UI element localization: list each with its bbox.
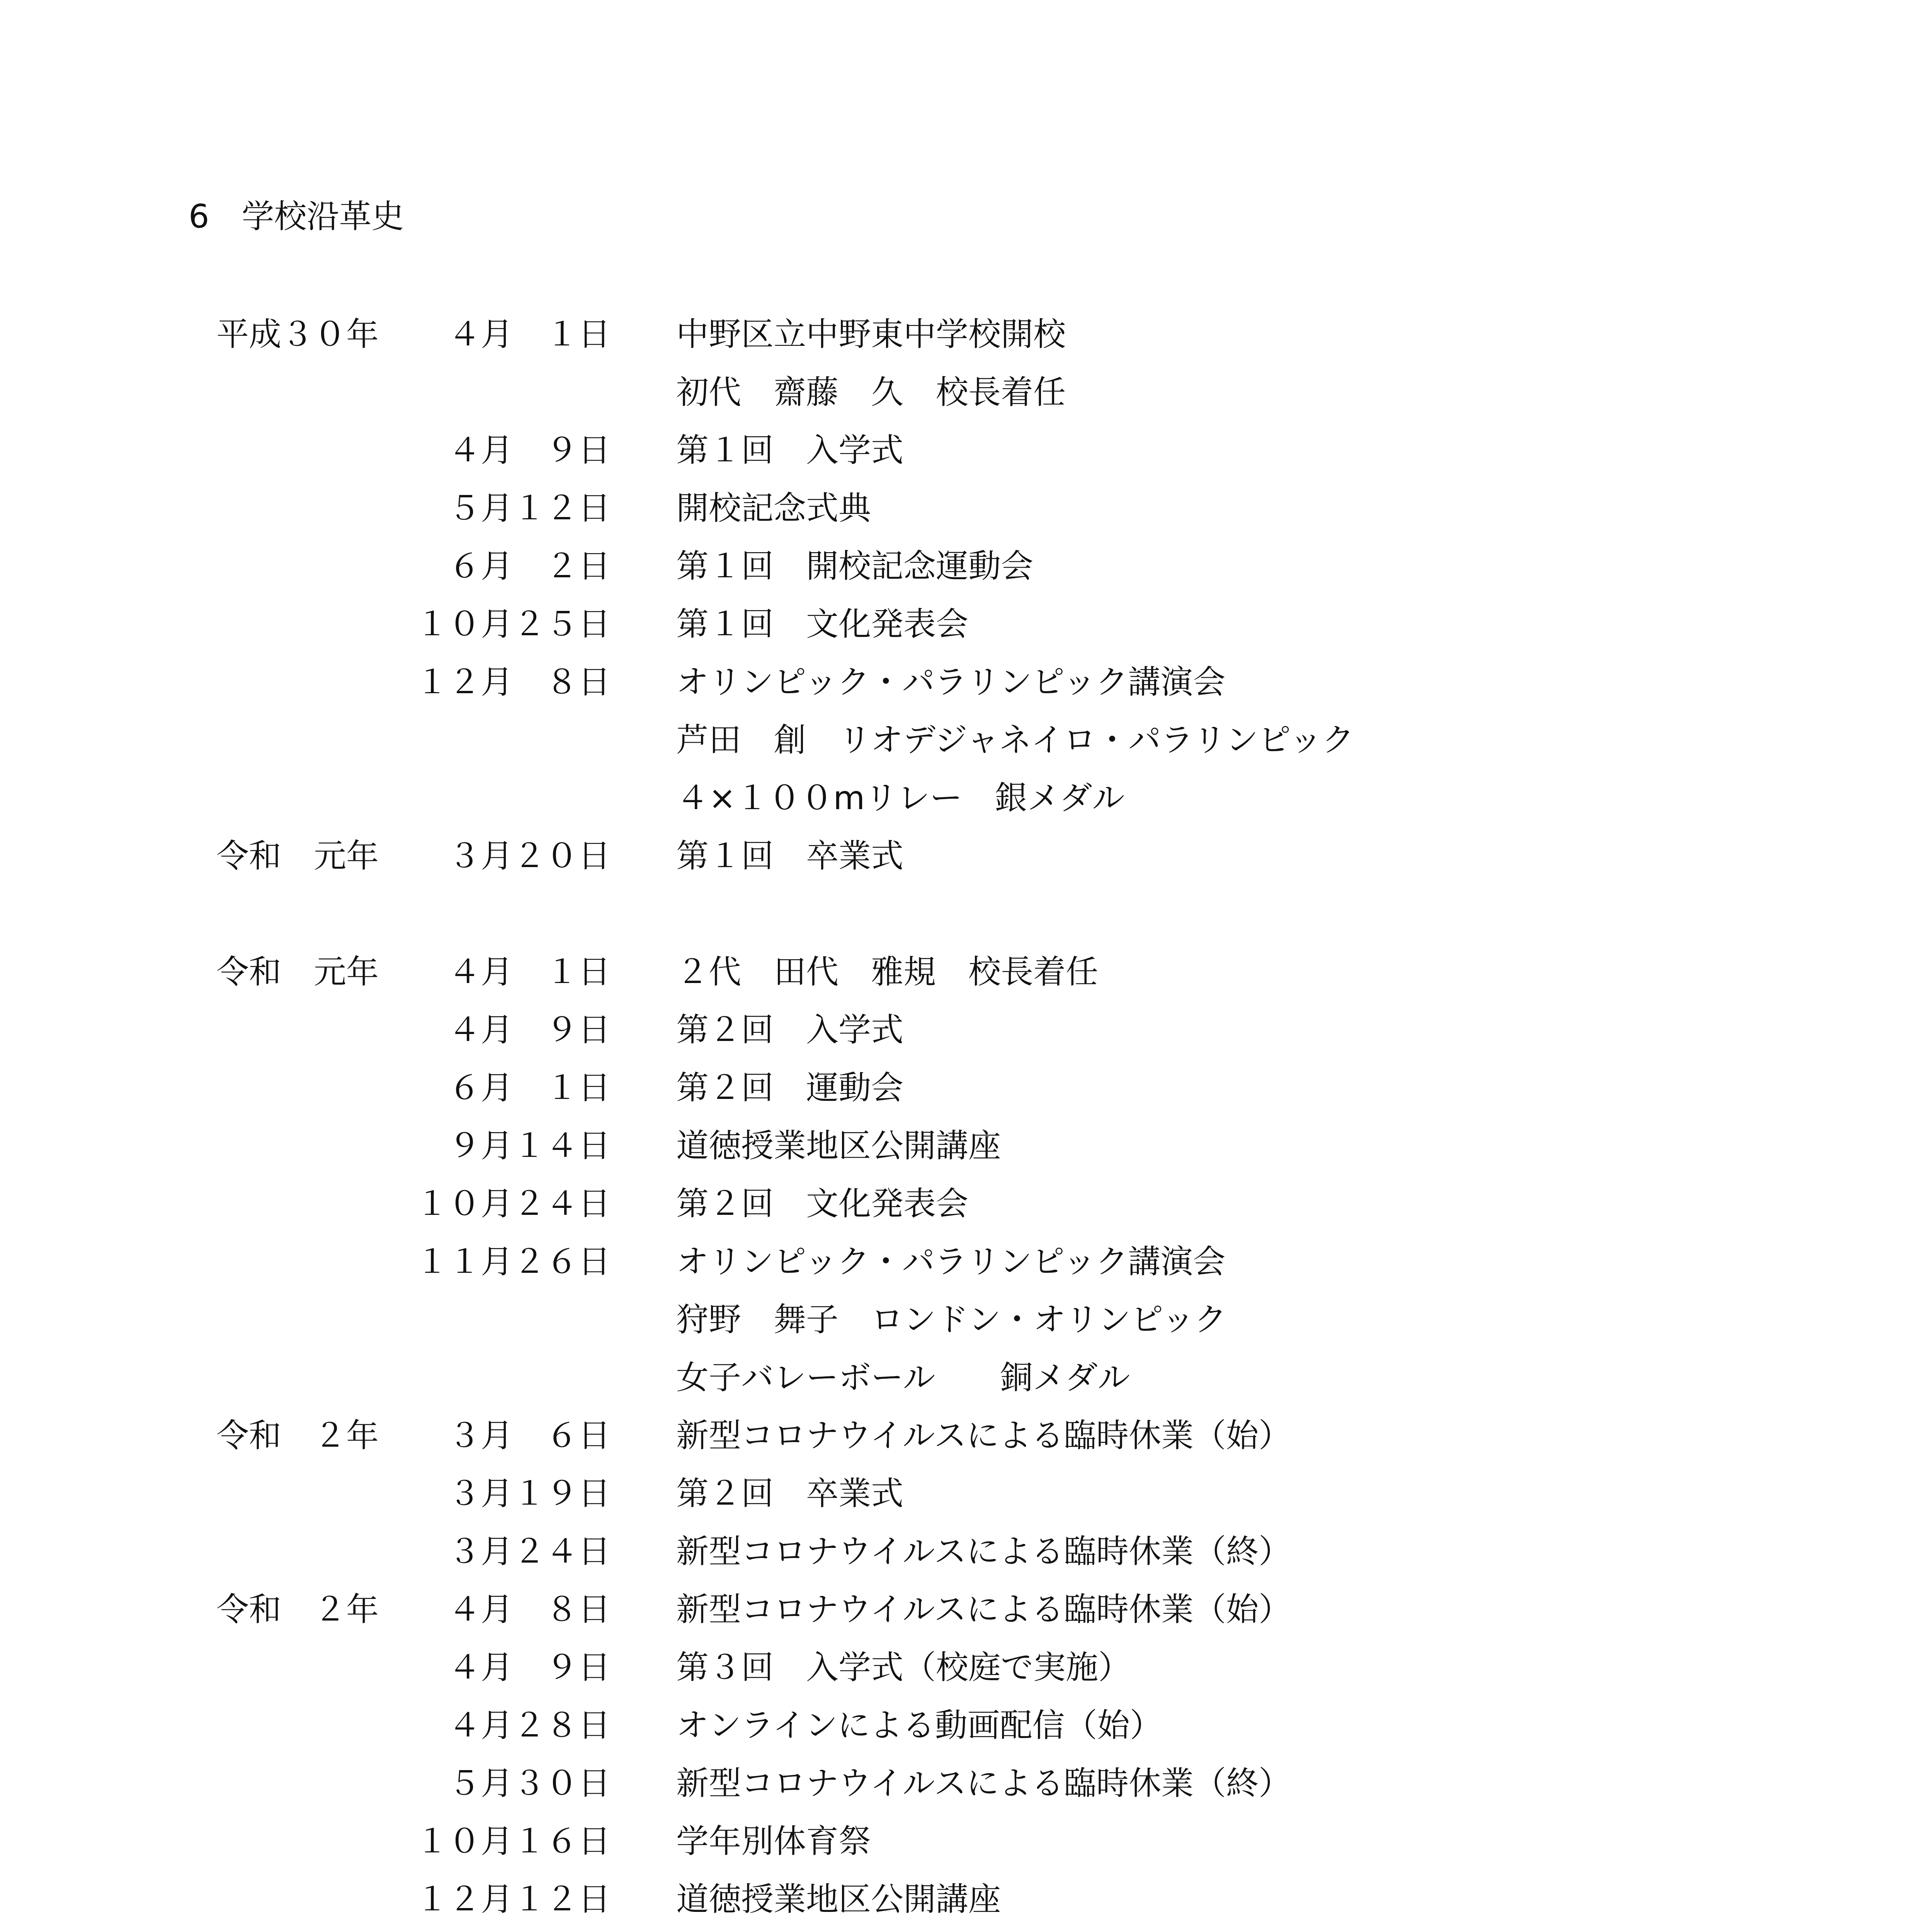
history-row <box>0 603 1917 645</box>
history-row <box>0 719 1917 761</box>
date-cell: １０月１６日 <box>415 1822 611 1860</box>
date-cell: ４月 １日 <box>448 315 611 353</box>
date-cell: １２月１２日 <box>415 1880 611 1918</box>
date-cell: ５月３０日 <box>448 1764 611 1802</box>
section-heading: 6 学校沿革史 <box>189 197 404 235</box>
history-row <box>0 951 1917 993</box>
era-cell: 令和 元年 <box>216 953 379 991</box>
event-cell: ２代 田代 雅規 校長着任 <box>676 953 1099 991</box>
history-row <box>0 1878 1917 1920</box>
date-cell: ４月 ９日 <box>448 1648 611 1686</box>
date-cell: ５月１２日 <box>448 489 611 527</box>
event-cell: 第１回 開校記念運動会 <box>676 547 1034 585</box>
history-row <box>0 661 1917 703</box>
event-cell: 第１回 文化発表会 <box>676 605 969 643</box>
history-row <box>0 1646 1917 1689</box>
history-row <box>0 487 1917 529</box>
event-cell: 第２回 入学式 <box>676 1011 904 1049</box>
event-cell: オリンピック・パラリンピック講演会 <box>676 663 1226 701</box>
date-cell: ４月２８日 <box>448 1706 611 1744</box>
event-cell: 第１回 入学式 <box>676 431 904 469</box>
history-row <box>0 1820 1917 1862</box>
event-cell: 第１回 卒業式 <box>676 837 904 875</box>
event-cell: ４×１００mリレー 銀メダル <box>676 779 1125 817</box>
event-cell: 道徳授業地区公開講座 <box>676 1880 1001 1918</box>
event-cell: 新型コロナウイルスによる臨時休業（終） <box>676 1532 1291 1570</box>
event-cell: 道徳授業地区公開講座 <box>676 1127 1001 1165</box>
date-cell: ３月１９日 <box>448 1475 611 1512</box>
date-cell: ９月１４日 <box>448 1127 611 1165</box>
date-cell: １１月２６日 <box>415 1243 611 1281</box>
date-cell: ４月 １日 <box>448 953 611 991</box>
event-cell: 新型コロナウイルスによる臨時休業（終） <box>676 1764 1291 1802</box>
history-row <box>0 1472 1917 1515</box>
event-cell: 第２回 卒業式 <box>676 1475 904 1512</box>
date-cell: ４月 ９日 <box>448 1011 611 1049</box>
event-cell: 第３回 入学式（校庭で実施） <box>676 1648 1131 1686</box>
event-cell: 芦田 創 リオデジャネイロ・パラリンピック <box>676 721 1354 759</box>
history-row <box>0 1704 1917 1747</box>
era-cell: 平成３０年 <box>216 315 379 353</box>
history-row <box>0 835 1917 877</box>
era-cell: 令和 元年 <box>216 837 379 875</box>
date-cell: ３月２４日 <box>448 1532 611 1570</box>
event-cell: 狩野 舞子 ロンドン・オリンピック <box>676 1301 1227 1338</box>
event-cell: 女子バレーボール 銅メダル <box>676 1359 1130 1396</box>
event-cell: オリンピック・パラリンピック講演会 <box>676 1243 1226 1281</box>
date-cell: ４月 ８日 <box>448 1590 611 1628</box>
date-cell: ４月 ９日 <box>448 431 611 469</box>
history-row <box>0 1530 1917 1573</box>
event-cell: 新型コロナウイルスによる臨時休業（始） <box>676 1417 1291 1454</box>
date-cell: １０月２５日 <box>415 605 611 643</box>
history-row <box>0 1356 1917 1399</box>
history-row <box>0 1182 1917 1225</box>
event-cell: 中野区立中野東中学校開校 <box>676 315 1066 353</box>
event-cell: 新型コロナウイルスによる臨時休業（始） <box>676 1590 1291 1628</box>
history-row <box>0 1240 1917 1283</box>
history-row <box>0 371 1917 413</box>
event-cell: 学年別体育祭 <box>676 1822 871 1860</box>
date-cell: １２月 ８日 <box>415 663 611 701</box>
era-cell: 令和 ２年 <box>216 1417 379 1454</box>
history-row <box>0 1762 1917 1804</box>
event-cell: オンラインによる動画配信（始） <box>676 1706 1162 1744</box>
history-row <box>0 1124 1917 1167</box>
history-row <box>0 1588 1917 1631</box>
history-row <box>0 777 1917 819</box>
date-cell: ３月 ６日 <box>448 1417 611 1454</box>
history-row <box>0 1298 1917 1341</box>
event-cell: 開校記念式典 <box>676 489 871 527</box>
history-row <box>0 1066 1917 1109</box>
event-cell: 初代 齋藤 久 校長着任 <box>676 373 1066 411</box>
history-row <box>0 313 1917 355</box>
history-row <box>0 429 1917 471</box>
event-cell: 第２回 文化発表会 <box>676 1185 969 1223</box>
date-cell: ６月 １日 <box>448 1069 611 1107</box>
history-row <box>0 1414 1917 1457</box>
history-row <box>0 1009 1917 1051</box>
date-cell: １０月２４日 <box>415 1185 611 1223</box>
history-row <box>0 545 1917 587</box>
event-cell: 第２回 運動会 <box>676 1069 904 1107</box>
era-cell: 令和 ２年 <box>216 1590 379 1628</box>
date-cell: ６月 ２日 <box>448 547 611 585</box>
date-cell: ３月２０日 <box>448 837 611 875</box>
